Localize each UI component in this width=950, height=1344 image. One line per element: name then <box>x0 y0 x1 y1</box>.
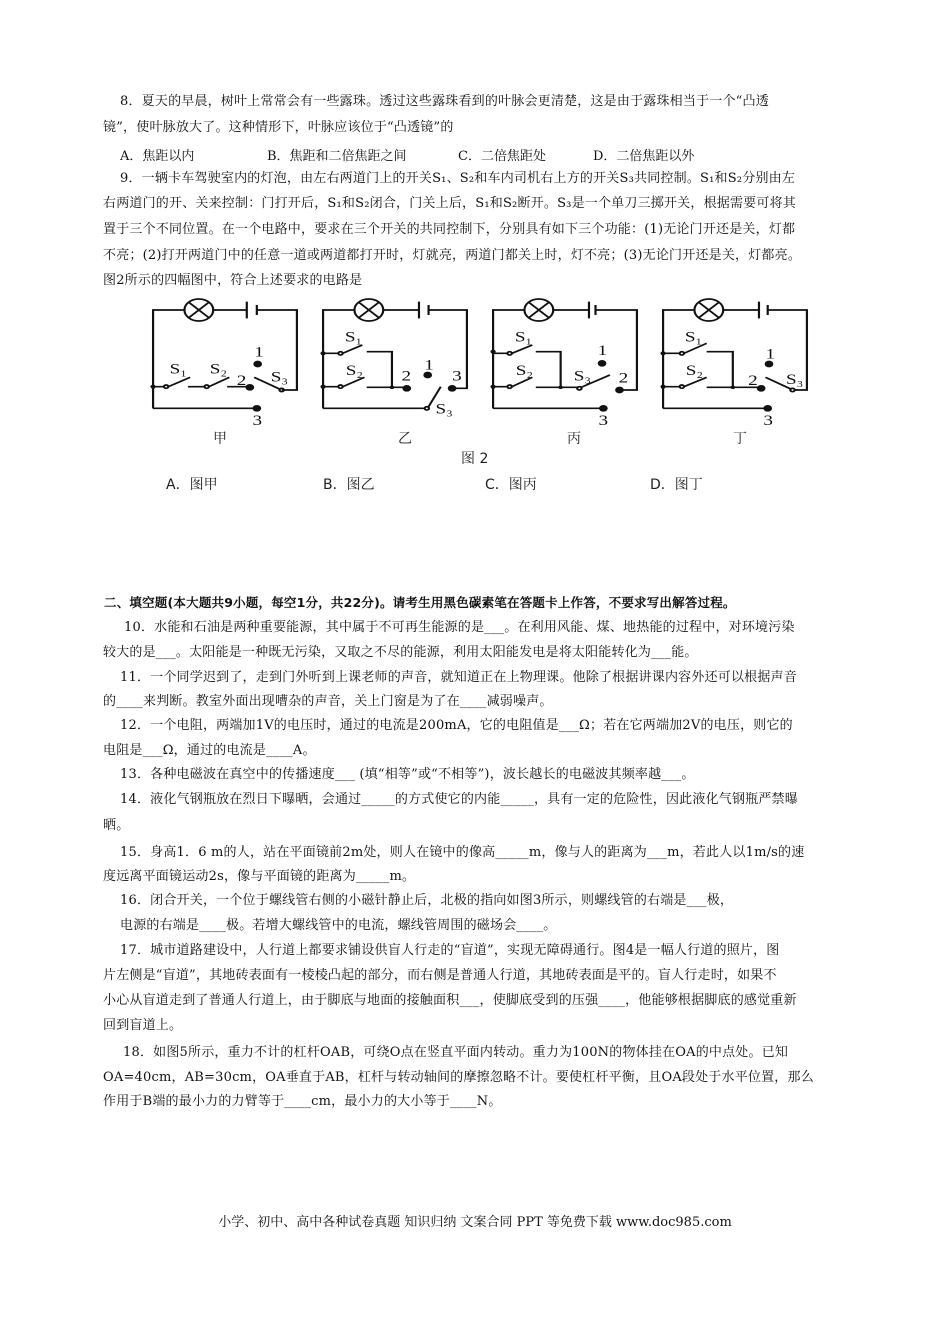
question-17-text: 小心从盲道走到了普通人行道上，由于脚底与地面的接触面积___，使脚底受到的压强____，他能够根据脚底的感觉重新 <box>103 993 797 1008</box>
circuit-jia <box>153 299 297 408</box>
footer-text: 小学、初中、高中各种试卷真题 知识归纳 文案合同 PPT 等免费下载 www.doc985.com <box>218 1215 732 1230</box>
circuit-ding <box>663 299 807 408</box>
switch-label: S₁ <box>344 328 363 346</box>
option-c: C．图丙 <box>485 477 537 493</box>
question-10-text: 10．水能和石油是两种重要能源，其中属于不可再生能源的是___。在利用风能、煤、地热能的过程中，对环境污染 <box>124 620 795 635</box>
option-d: D．图丁 <box>650 477 703 493</box>
question-17-text: 回到盲道上。 <box>103 1018 183 1033</box>
terminal-label: 1 <box>254 343 264 361</box>
terminal-label: 3 <box>452 367 462 385</box>
option-a: A．焦距以内 <box>120 149 195 164</box>
switch-label: S₂ <box>209 360 228 377</box>
option-c: C．二倍焦距处 <box>458 149 546 164</box>
question-text: 图2所示的四幅图中，符合上述要求的电路是 <box>103 273 363 288</box>
circuit-bing <box>493 299 637 408</box>
question-14-text: 14．液化气钢瓶放在烈日下曝晒，会通过_____的方式使它的内能_____，具有一定的危险性，因此液化气钢瓶严禁曝 <box>120 792 798 807</box>
option-b: B．焦距和二倍焦距之间 <box>267 149 407 164</box>
terminal-label: 2 <box>401 367 412 385</box>
circuit-label-jia: 甲 <box>213 431 227 447</box>
question-text: 镜”，使叶脉放大了。这种情形下，叶脉应该位于“凸透镜”的 <box>103 120 454 135</box>
switch-label: S₃ <box>270 368 289 386</box>
question-12-text: 电阻是___Ω，通过的电流是____A。 <box>103 743 316 758</box>
circuit-label-ding: 丁 <box>733 431 747 447</box>
section-header: 二、填空题(本大题共9小题，每空1分，共22分)。请考生用黑色碳素笔在答题卡上作答，不要求写出解答过程。 <box>104 595 736 610</box>
battery-icon <box>247 302 257 319</box>
battery-icon <box>589 302 596 319</box>
circuit-yi <box>323 299 467 410</box>
question-text: 不亮；(2)打开两道门中的任意一道或两道都打开时，灯就亮，两道门都关上时，灯不亮；(3)无论门开还是关，灯都亮。 <box>103 248 802 263</box>
battery-icon <box>419 302 429 319</box>
terminal-label: 3 <box>598 412 609 429</box>
question-18-text: OA=40cm，AB=30cm，OA垂直于AB，杠杆与转动轴间的摩擦忽略不计。要使杠杆平衡，且OA段处于水平位置，那么 <box>103 1070 814 1085</box>
switch-label: S₃ <box>573 367 592 385</box>
question-14-text: 晒。 <box>103 818 130 833</box>
circuit-diagrams-figure <box>140 290 820 500</box>
question-11-text: 11．一个同学迟到了，走到门外听到上课老师的声音，就知道正在上物理课。他除了根据讲课内容外还可以根据声音 <box>120 670 797 685</box>
question-10-text: 较大的是___。太阳能是一种既无污染，又取之不尽的能源，利用太阳能发电是将太阳能转化为___能。 <box>103 645 698 660</box>
terminal-label: 3 <box>763 412 773 429</box>
option-d: D．二倍焦距以外 <box>593 149 695 164</box>
switch-label: S₂ <box>345 362 364 379</box>
terminal-label: 1 <box>765 345 776 362</box>
question-13-text: 13．各种电磁波在真空中的传播速度___ (填“相等”或“不相等”)，波长越长的电磁波其频率越___。 <box>120 767 695 782</box>
option-b: B．图乙 <box>323 477 375 493</box>
terminal-label: 3 <box>252 412 263 429</box>
question-18-text: 作用于B端的最小力的力臂等于____cm，最小力的大小等于____N。 <box>103 1094 502 1109</box>
question-12-text: 12．一个电阻，两端加1V的电压时，通过的电流是200mA，它的电阻值是___Ω；若在它两端加2V的电压，则它的 <box>120 718 793 733</box>
question-11-text: 的____来判断。教室外面出现嘈杂的声音，关上门窗是为了在____减弱噪声。 <box>103 694 553 709</box>
question-text: 置于三个不同位置。在一个电路中，要求在三个开关的共同控制下，分别具有如下三个功能：(1)无论门开还是关，灯都 <box>103 222 796 237</box>
question-16-text: 16．闭合开关，一个位于螺线管右侧的小磁针静止后，北极的指向如图3所示，则螺线管的右端是___极， <box>120 893 734 908</box>
figure-caption: 图 2 <box>461 451 489 467</box>
switch-label: S₃ <box>785 371 804 388</box>
terminal-label: 2 <box>236 372 247 389</box>
switch-label: S₃ <box>435 400 453 417</box>
question-17-text: 片左侧是“盲道”，其地砖表面有一棱棱凸起的部分，而右侧是普通人行道，其地砖表面是平的。盲人行走时，如果不 <box>103 968 777 983</box>
switch-label: S₂ <box>515 362 534 379</box>
option-a: A．图甲 <box>166 477 218 493</box>
switch-label: S₂ <box>685 362 704 379</box>
question-18-text: 18．如图5所示，重力不计的杠杆OAB，可绕O点在竖直平面内转动。重力为100N的物体挂在OA的中点处。已知 <box>123 1045 789 1060</box>
terminal-label: 1 <box>597 342 608 359</box>
terminal-label: 2 <box>748 372 758 389</box>
battery-icon <box>759 302 768 319</box>
circuit-label-bing: 丙 <box>567 431 581 447</box>
question-17-text: 17．城市道路建设中，人行道上都要求铺设供盲人行走的“盲道”，实现无障碍通行。图4是一幅人行道的照片，图 <box>120 943 780 958</box>
circuit-label-yi: 乙 <box>398 431 412 447</box>
terminal-label: 2 <box>618 369 629 387</box>
question-text: 9．一辆卡车驾驶室内的灯泡，由左右两道门上的开关S₁、S₂和车内司机右上方的开关S₃共同控制。S₁和S₂分别由左 <box>120 171 796 186</box>
question-text: 右两道门的开、关来控制：门打开后，S₁和S₂闭合，门关上后，S₁和S₂断开。S₃是一个单刀三掷开关，根据需要可将其 <box>103 196 796 211</box>
switch-label: S₁ <box>684 328 703 346</box>
switch-label: S₁ <box>169 360 188 377</box>
switch-label: S₁ <box>514 328 533 346</box>
question-16-text: 电源的右端是____极。若增大螺线管中的电流，螺线管周围的磁场会____。 <box>120 918 557 933</box>
question-text: 8．夏天的早晨，树叶上常常会有一些露珠。透过这些露珠看到的叶脉会更清楚，这是由于露珠相当于一个“凸透 <box>120 94 769 109</box>
question-15-text: 15．身高1．6 m的人，站在平面镜前2m处，则人在镜中的像高_____m，像与人的距离为___m，若此人以1m/s的速 <box>120 845 805 860</box>
question-15-text: 度远离平面镜运动2s，像与平面镜的距离为_____m。 <box>103 869 416 884</box>
terminal-label: 1 <box>424 356 434 373</box>
